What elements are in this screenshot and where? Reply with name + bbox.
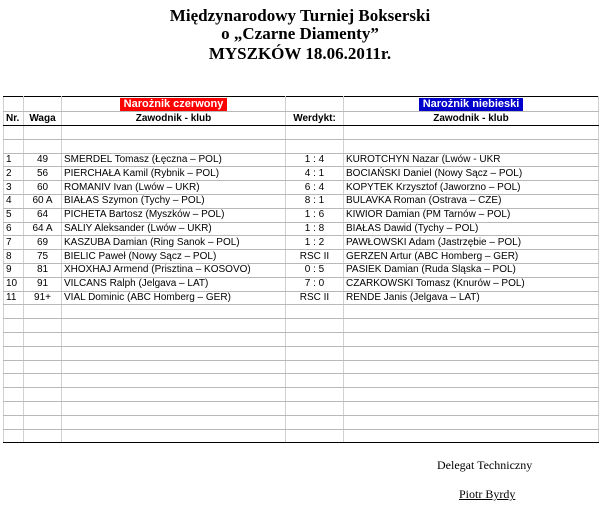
cell-red-fighter: VIAL Dominic (ABC Homberg – GER)	[62, 291, 286, 305]
title-line-1: Międzynarodowy Turniej Bokserski	[169, 6, 431, 25]
title-line-3: MYSZKÓW 18.06.2011r.	[208, 44, 392, 63]
cell-blue-fighter: BOCIAŃSKI Daniel (Nowy Sącz – POL)	[344, 167, 599, 181]
empty-row	[4, 346, 599, 360]
signature-role: Delegat Techniczny	[437, 458, 533, 472]
red-corner-label: Narożnik czerwony	[120, 98, 228, 111]
empty-row	[4, 401, 599, 415]
table-row	[4, 208, 599, 222]
signature-name: Piotr Byrdy	[459, 487, 516, 501]
cell-weight: 60 A	[24, 194, 62, 208]
empty-row	[4, 388, 599, 402]
cell-weight: 69	[24, 236, 62, 250]
cell-nr: 1	[4, 153, 24, 167]
cell-blue-fighter: KOPYTEK Krzysztof (Jaworzno – POL)	[344, 181, 599, 195]
cell-verdict: 7 : 0	[286, 277, 344, 291]
cell-blue-fighter: BIAŁAS Dawid (Tychy – POL)	[344, 222, 599, 236]
cell-verdict: 1 : 6	[286, 208, 344, 222]
cell-blue-fighter: KIWIOR Damian (PM Tarnów – POL)	[344, 208, 599, 222]
cell-blue-fighter: RENDE Janis (Jelgava – LAT)	[344, 291, 599, 305]
cell-weight: 60	[24, 181, 62, 195]
cell-weight: 81	[24, 263, 62, 277]
cell-blue-fighter: BULAVKA Roman (Ostrava – CZE)	[344, 194, 599, 208]
cell-weight: 64 A	[24, 222, 62, 236]
cell-red-fighter: ROMANIV Ivan (Lwów – UKR)	[62, 181, 286, 195]
cell-nr: 4	[4, 194, 24, 208]
empty-row	[4, 374, 599, 388]
cell-weight: 91+	[24, 291, 62, 305]
cell-nr: 6	[4, 222, 24, 236]
col-nr-header: Nr.	[4, 112, 24, 126]
empty-row	[4, 126, 599, 140]
cell-verdict: 4 : 1	[286, 167, 344, 181]
results-table	[3, 96, 599, 443]
cell-red-fighter: XHOXHAJ Armend (Prisztina – KOSOVO)	[62, 263, 286, 277]
cell-verdict: RSC II	[286, 291, 344, 305]
cell-red-fighter: SMERDEL Tomasz (Łęczna – POL)	[62, 153, 286, 167]
table-row	[4, 167, 599, 181]
empty-row	[4, 332, 599, 346]
col-blue-fighter-header: Zawodnik - klub	[344, 112, 599, 126]
empty-row	[4, 415, 599, 429]
cell-nr: 11	[4, 291, 24, 305]
corner-header-row	[4, 97, 599, 112]
cell-weight: 91	[24, 277, 62, 291]
cell-red-fighter: SALIY Aleksander (Lwów – UKR)	[62, 222, 286, 236]
table-row	[4, 250, 599, 264]
cell-weight: 64	[24, 208, 62, 222]
cell-nr: 3	[4, 181, 24, 195]
cell-red-fighter: VILCANS Ralph (Jelgava – LAT)	[62, 277, 286, 291]
table-row	[4, 181, 599, 195]
cell-weight: 75	[24, 250, 62, 264]
blue-corner-label: Narożnik niebieski	[419, 98, 524, 111]
empty-row	[4, 319, 599, 333]
empty-row	[4, 139, 599, 153]
table-row	[4, 153, 599, 167]
table-row	[4, 222, 599, 236]
empty-row	[4, 429, 599, 443]
cell-nr: 5	[4, 208, 24, 222]
cell-nr: 7	[4, 236, 24, 250]
cell-blue-fighter: CZARKOWSKI Tomasz (Knurów – POL)	[344, 277, 599, 291]
table-row	[4, 236, 599, 250]
cell-blue-fighter: KUROTCHYN Nazar (Lwów - UKR	[344, 153, 599, 167]
cell-red-fighter: BIELIC Paweł (Nowy Sącz – POL)	[62, 250, 286, 264]
cell-verdict: 6 : 4	[286, 181, 344, 195]
cell-blue-fighter: PASIEK Damian (Ruda Śląska – POL)	[344, 263, 599, 277]
cell-verdict: RSC II	[286, 250, 344, 264]
cell-blue-fighter: PAWŁOWSKI Adam (Jastrzębie – POL)	[344, 236, 599, 250]
column-header-row	[4, 112, 599, 126]
empty-row	[4, 305, 599, 319]
col-red-fighter-header: Zawodnik - klub	[62, 112, 286, 126]
col-weight-header: Waga	[24, 112, 62, 126]
cell-red-fighter: PIERCHAŁA Kamil (Rybnik – POL)	[62, 167, 286, 181]
cell-verdict: 0 : 5	[286, 263, 344, 277]
cell-red-fighter: KASZUBA Damian (Ring Sanok – POL)	[62, 236, 286, 250]
cell-nr: 2	[4, 167, 24, 181]
table-row	[4, 291, 599, 305]
cell-verdict: 1 : 2	[286, 236, 344, 250]
cell-nr: 10	[4, 277, 24, 291]
cell-weight: 56	[24, 167, 62, 181]
cell-verdict: 8 : 1	[286, 194, 344, 208]
cell-verdict: 1 : 8	[286, 222, 344, 236]
table-row	[4, 277, 599, 291]
table-row	[4, 263, 599, 277]
cell-blue-fighter: GERZEN Artur (ABC Homberg – GER)	[344, 250, 599, 264]
cell-verdict: 1 : 4	[286, 153, 344, 167]
col-verdict-header: Werdykt:	[286, 112, 344, 126]
cell-nr: 9	[4, 263, 24, 277]
table-row	[4, 194, 599, 208]
cell-weight: 49	[24, 153, 62, 167]
empty-row	[4, 360, 599, 374]
title-line-2: o „Czarne Diamenty”	[221, 24, 379, 43]
cell-red-fighter: PICHETA Bartosz (Myszków – POL)	[62, 208, 286, 222]
cell-nr: 8	[4, 250, 24, 264]
cell-red-fighter: BIAŁAS Szymon (Tychy – POL)	[62, 194, 286, 208]
